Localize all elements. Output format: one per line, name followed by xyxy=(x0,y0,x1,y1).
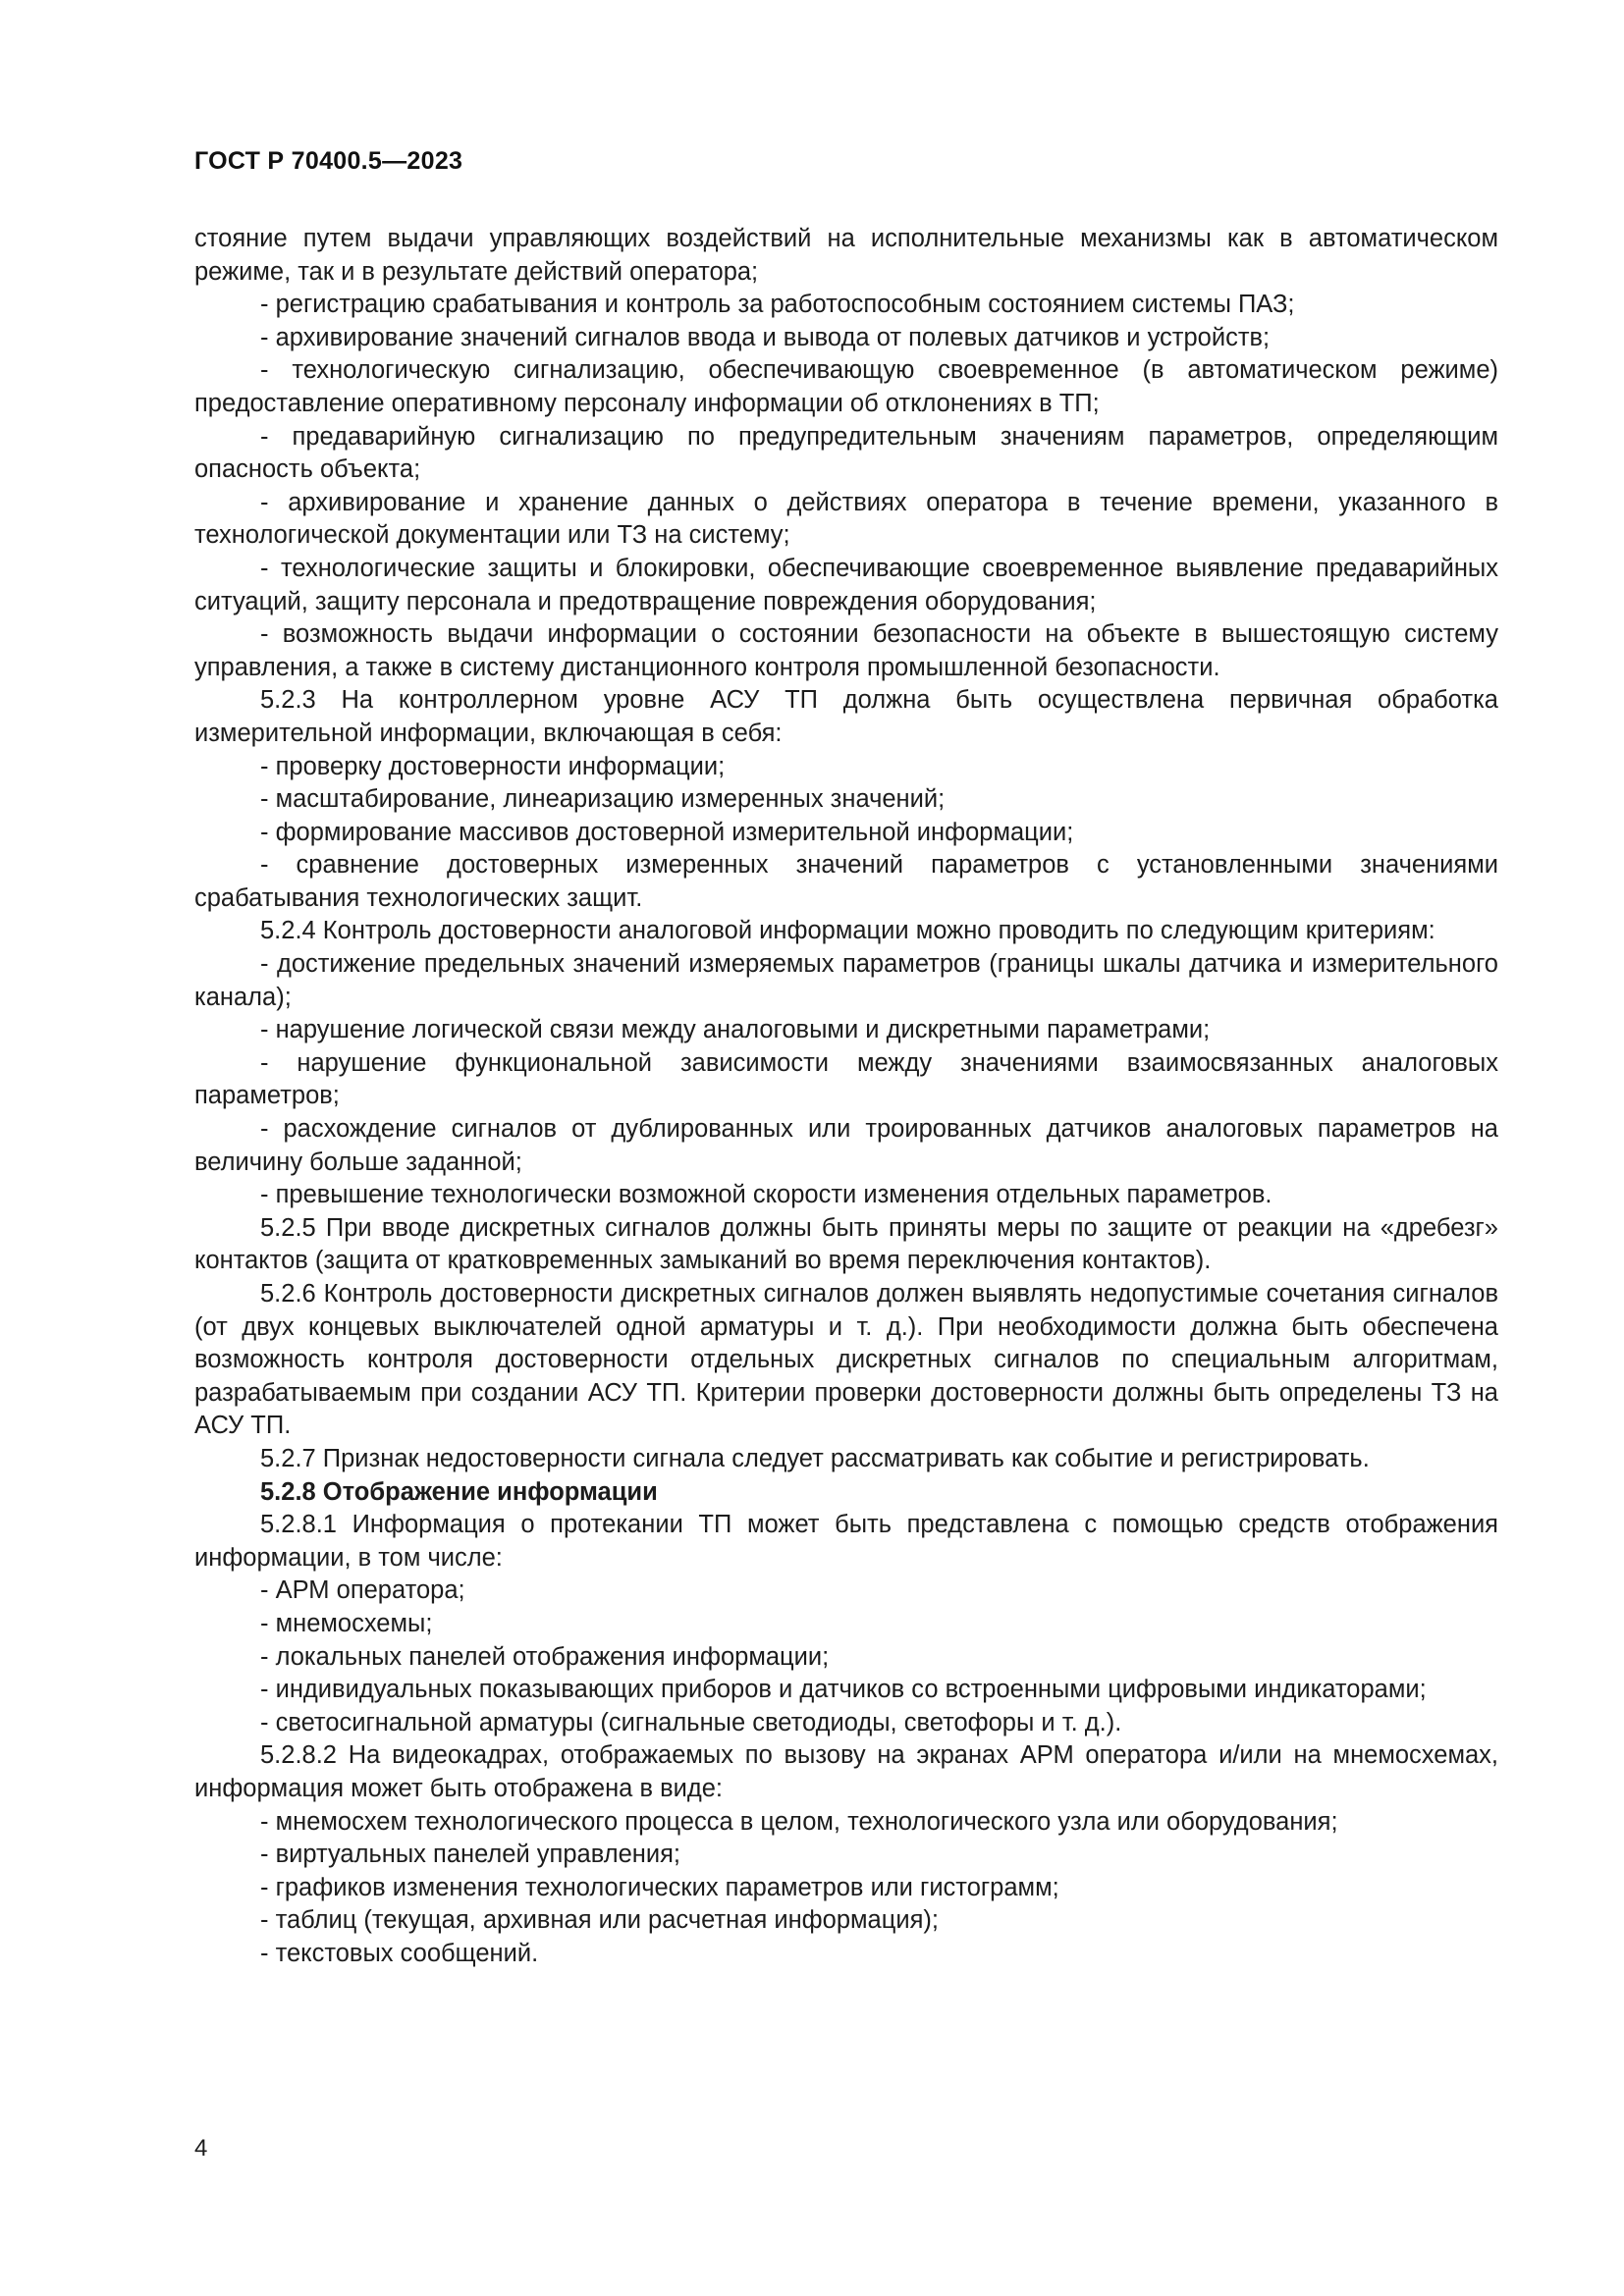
clause-5-2-3: 5.2.3 На контроллерном уровне АСУ ТП должна быть осуществлена первичная обработка измерительной информации, включающая в себя: xyxy=(194,686,1498,747)
clause-5-2-8-1: 5.2.8.1 Информация о протекании ТП может быть представлена с помощью средств отображения информации, в том числе: xyxy=(194,1511,1498,1572)
clause-5-2-6: 5.2.6 Контроль достоверности дискретных сигналов должен выявлять недопустимые сочетания сигналов (от двух концевых выключателей одной арматуры и т. д.). При необходимости должна быть обеспечена возможность контроля достоверности отдельных дискретных сигналов по специальным алгоритмам, разрабатываемым при создании АСУ ТП. Критерии проверки достоверности должны быть определены ТЗ на АСУ ТП. xyxy=(194,1280,1498,1440)
list-item: - АРМ оператора; xyxy=(260,1576,465,1605)
list-item: - текстовых сообщений. xyxy=(260,1939,539,1967)
list-item: - превышение технологически возможной скорости изменения отдельных параметров. xyxy=(260,1181,1272,1209)
list-item: - масштабирование, линеаризацию измеренных значений; xyxy=(260,785,946,814)
list-item: - локальных панелей отображения информации; xyxy=(260,1642,830,1671)
list-item: - архивирование и хранение данных о действиях оператора в течение времени, указанного в технологической документации или ТЗ на систему; xyxy=(194,488,1498,550)
list-item: - мнемосхемы; xyxy=(260,1609,433,1637)
document-body xyxy=(194,223,1498,1970)
section-heading-5-2-8: 5.2.8 Отображение информации xyxy=(260,1477,658,1506)
list-item: - светосигнальной арматуры (сигнальные светодиоды, светофоры и т. д.). xyxy=(260,1708,1122,1736)
paragraph: стояние путем выдачи управляющих воздействий на исполнительные механизмы как в автоматическом режиме, так и в результате действий оператора; xyxy=(194,225,1498,286)
clause-5-2-5: 5.2.5 При вводе дискретных сигналов должны быть приняты меры по защите от реакции на «дребезг» контактов (защита от кратковременных замыканий во время переключения контактов). xyxy=(194,1213,1498,1275)
list-item: - сравнение достоверных измеренных значений параметров с установленными значениями срабатывания технологических защит. xyxy=(194,851,1498,912)
list-item: - нарушение логической связи между аналоговыми и дискретными параметрами; xyxy=(260,1016,1211,1044)
clause-5-2-7: 5.2.7 Признак недостоверности сигнала следует рассматривать как событие и регистрировать. xyxy=(260,1444,1370,1472)
clause-5-2-4: 5.2.4 Контроль достоверности аналоговой информации можно проводить по следующим критериям: xyxy=(260,917,1435,945)
list-item: - предаварийную сигнализацию по предупредительным значениям параметров, определяющим опасность объекта; xyxy=(194,422,1498,484)
list-item: - регистрацию срабатывания и контроль за работоспособным состоянием системы ПАЗ; xyxy=(260,291,1295,319)
list-item: - мнемосхем технологического процесса в целом, технологического узла или оборудования; xyxy=(260,1807,1338,1836)
list-item: - проверку достоверности информации; xyxy=(260,752,726,780)
page-number: 4 xyxy=(194,2135,208,2162)
list-item: - технологическую сигнализацию, обеспечивающую своевременное (в автоматическом режиме) предоставление оперативному персоналу информации об отклонениях в ТП; xyxy=(194,356,1498,417)
list-item: - индивидуальных показывающих приборов и датчиков со встроенными цифровыми индикаторами; xyxy=(260,1676,1427,1704)
document-code-header: ГОСТ Р 70400.5—2023 xyxy=(194,147,463,175)
clause-5-2-8-2: 5.2.8.2 На видеокадрах, отображаемых по вызову на экранах АРМ оператора и/или на мнемосхемах, информация может быть отображена в виде: xyxy=(194,1741,1498,1802)
list-item: - графиков изменения технологических параметров или гистограмм; xyxy=(260,1873,1059,1901)
list-item: - виртуальных панелей управления; xyxy=(260,1841,680,1869)
list-item: - архивирование значений сигналов ввода и вывода от полевых датчиков и устройств; xyxy=(260,323,1271,351)
list-item: - таблиц (текущая, архивная или расчетная информация); xyxy=(260,1906,939,1935)
list-item: - достижение предельных значений измеряемых параметров (границы шкалы датчика и измерительного канала); xyxy=(194,950,1498,1011)
list-item: - технологические защиты и блокировки, обеспечивающие своевременное выявление предаварийных ситуаций, защиту персонала и предотвращение повреждения оборудования; xyxy=(194,554,1498,615)
list-item: - формирование массивов достоверной измерительной информации; xyxy=(260,818,1074,846)
list-item: - нарушение функциональной зависимости между значениями взаимосвязанных аналоговых параметров; xyxy=(194,1048,1498,1110)
list-item: - расхождение сигналов от дублированных или троированных датчиков аналоговых параметров на величину больше заданной; xyxy=(194,1115,1498,1176)
list-item: - возможность выдачи информации о состоянии безопасности на объекте в вышестоящую систему управления, а также в систему дистанционного контроля промышленной безопасности. xyxy=(194,620,1498,681)
